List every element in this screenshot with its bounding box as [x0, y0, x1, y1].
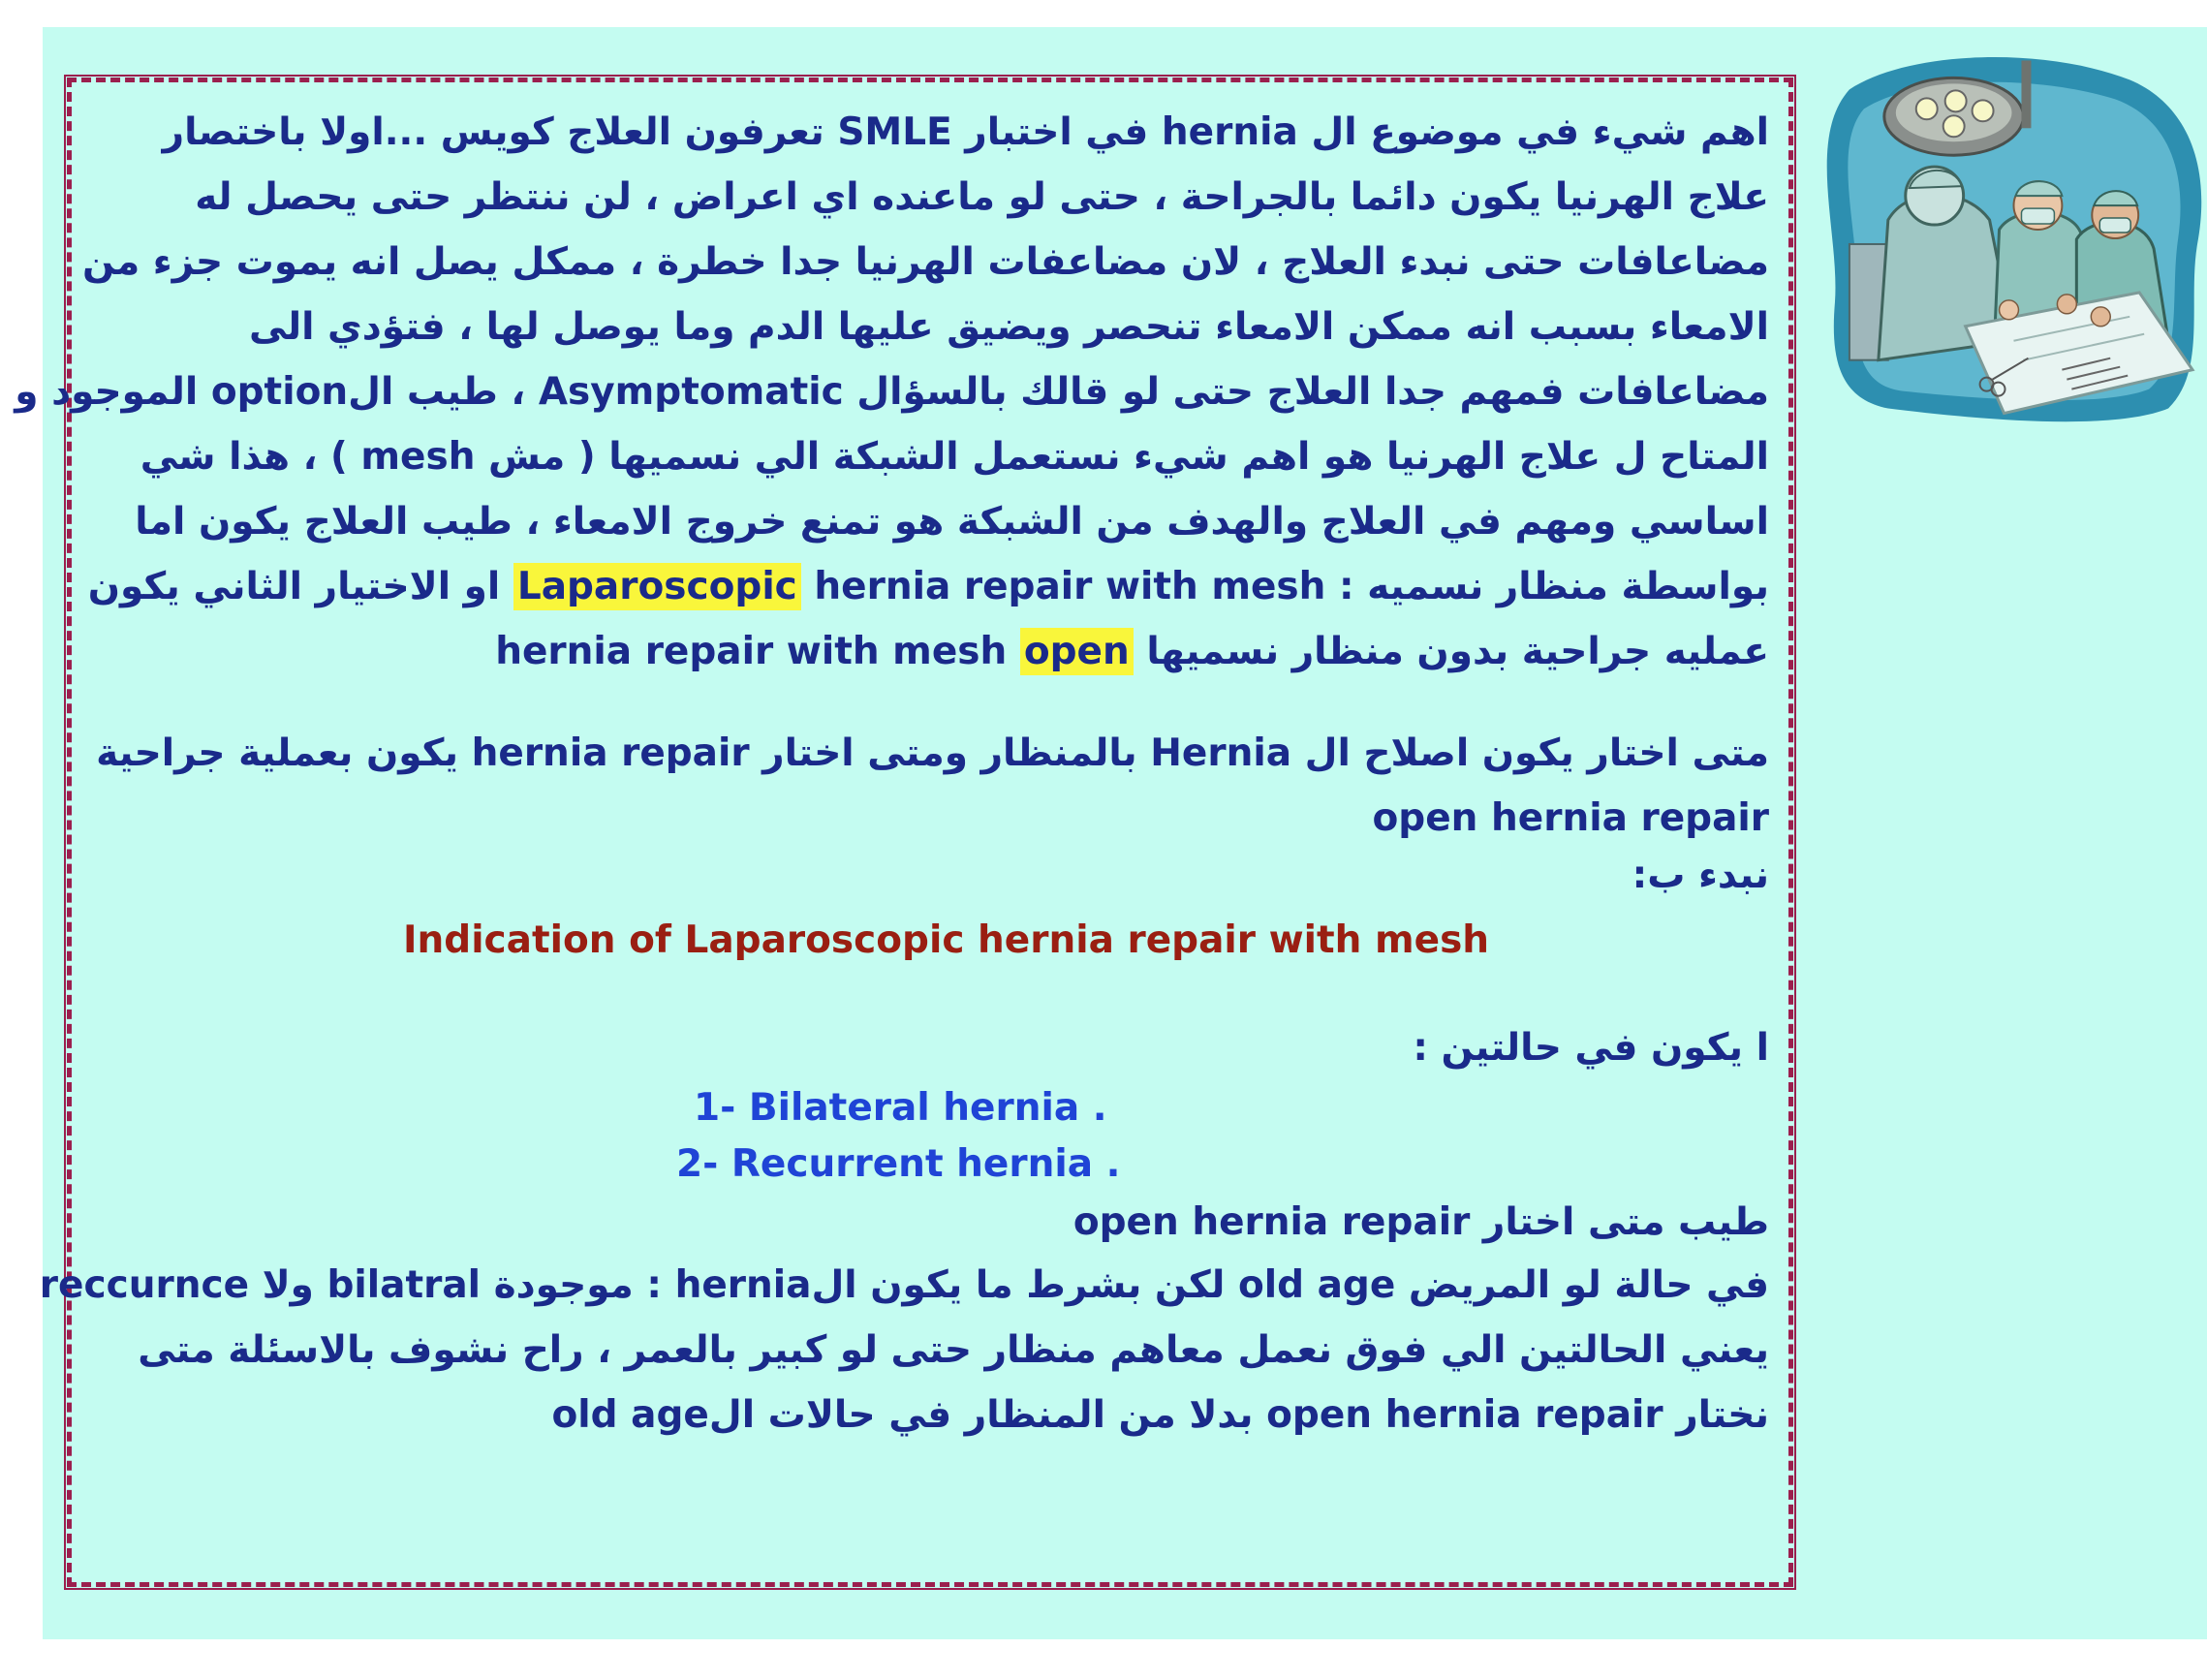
text-line-open: [87, 619, 1769, 684]
text-line: مضاعافات فمهم جدا العلاج حتى لو قالك بالسؤال Asymptomatic ، طيب الoption الموجود و: [15, 370, 1769, 414]
slide: [15, 27, 2207, 1639]
spacer: [87, 684, 1769, 721]
spacer: [87, 980, 1769, 1015]
paragraph-treatment-overview: [15, 100, 1769, 684]
indication-title: Indication of Laparoscopic hernia repair with mesh: [403, 918, 1490, 962]
paragraph-choice-question: [87, 721, 1769, 901]
text-line: اهم شيء في موضوع ال hernia في اختبار SMLE تعرفون العلاج كويس ...اولا باختصار: [162, 110, 1769, 154]
content: [15, 100, 1769, 1447]
text-line: اساسي ومهم في العلاج والهدف من الشبكة هو تمنع خروج الامعاء ، طيب العلاج يكون اما: [135, 500, 1769, 544]
text-line: مضاعافات حتى نبدء العلاج ، لان مضاعفات الهرنيا جدا خطرة ، ممكل يصل انه يموت جزء من: [81, 240, 1769, 284]
text-line: يعني الحالتين الي فوق نعمل معاهم منظار حتى لو كبير بالعمر ، راح نشوف بالاسئلة متى: [138, 1328, 1769, 1372]
line-segment: hernia repair with mesh او الاختيار الثاني يكون: [87, 565, 1326, 608]
text-line: ا يكون في حالتين :: [1413, 1026, 1769, 1070]
text-line: طيب متى اختار open hernia repair: [1072, 1200, 1769, 1244]
highlight-open: open: [1020, 628, 1134, 675]
paragraph-open-repair: [39, 1193, 1769, 1447]
highlight-laparoscopic: Laparoscopic: [513, 563, 801, 610]
text-line: في حالة لو المريض old age لكن بشرط ما يكون الhernia : موجودة bilatral ولا reccurnce: [39, 1263, 1769, 1307]
text-line: المتاح ل علاج الهرنيا هو اهم شيء نستعمل الشبكة الي نسميها ( مش mesh ) ، هذا شي: [140, 435, 1769, 479]
line-segment: بواسطة منظار نسميه :: [1325, 565, 1769, 608]
text-line: open hernia repair: [1372, 796, 1769, 840]
list-item: 2- Recurrent hernia .: [676, 1142, 1121, 1186]
line-segment: عمليه جراحية بدون منظار نسميها hernia repair with mesh: [495, 630, 1769, 673]
surgeons-operating-icon: [1820, 50, 2207, 422]
text-line: نختار open hernia repair بدلا من المنظار في حالات الold age: [551, 1393, 1769, 1437]
cases-list: [87, 1080, 1769, 1193]
text-line-laparoscopic: [87, 554, 1769, 619]
text-box: [15, 78, 1793, 1587]
paragraph-two-cases: [87, 1015, 1769, 1080]
text-line: الامعاء بسبب انه ممكن الامعاء تنحصر ويضيق عليها الدم وما يوصل لها ، فتؤدي الى: [248, 305, 1769, 349]
text-line: نبدء ب:: [1632, 854, 1769, 897]
list-item: 1- Bilateral hernia .: [694, 1086, 1107, 1130]
text-line: علاج الهرنيا يكون دائما بالجراحة ، حتى لو ماعنده اي اعراض ، لن ننتظر حتى يحصل له: [195, 175, 1769, 219]
text-line: متى اختار يكون اصلاح ال Hernia بالمنظار ومتى اختار hernia repair يكون بعملية جراحية: [96, 731, 1769, 775]
